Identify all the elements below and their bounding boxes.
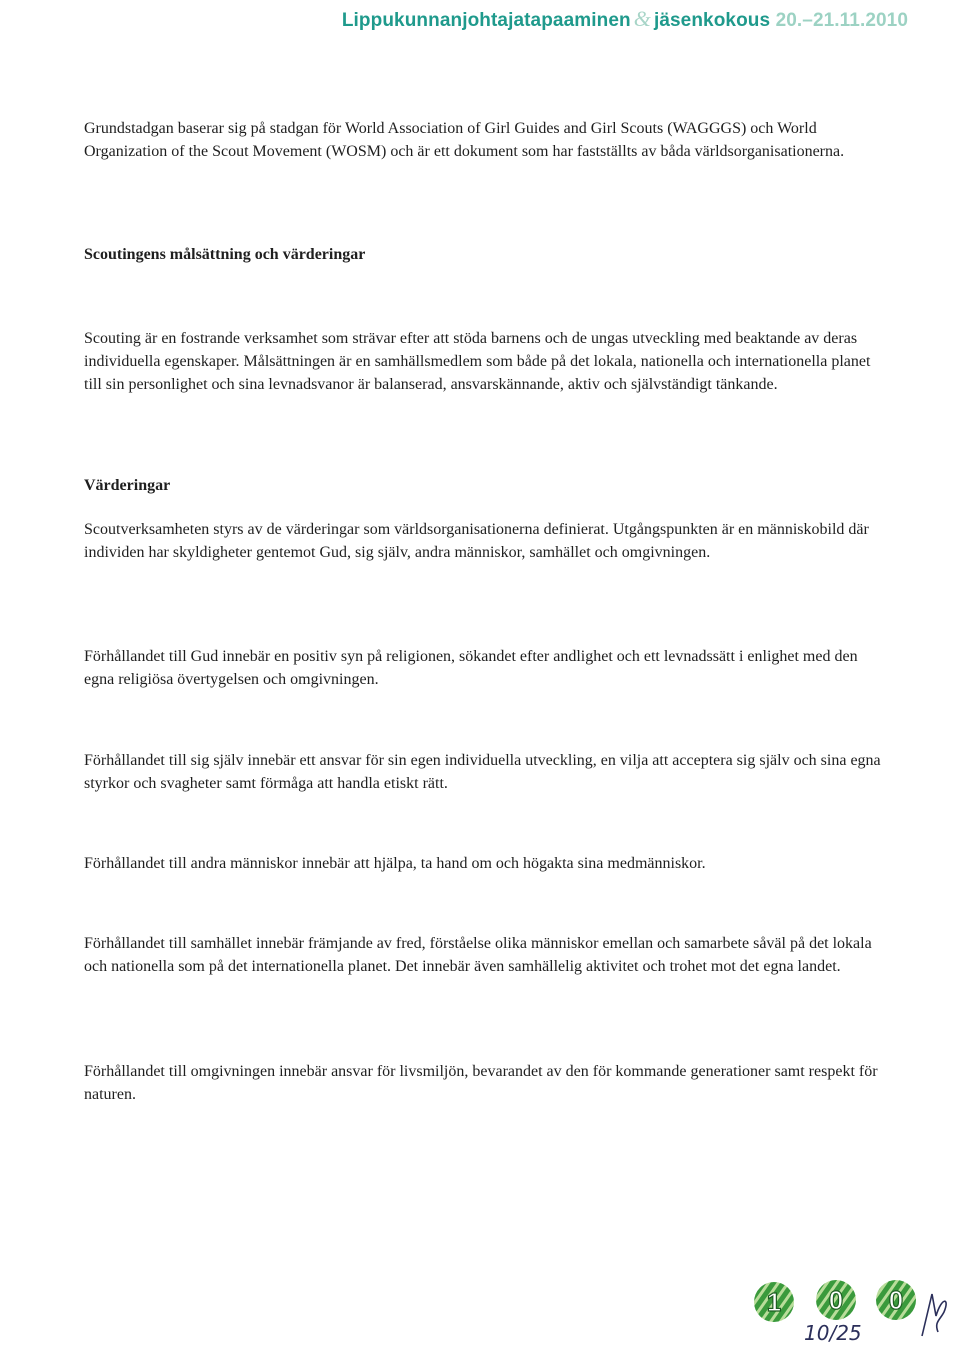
header-ampersand: & <box>633 6 651 31</box>
section-heading-malsattning: Scoutingens målsättning och värderingar <box>84 246 366 263</box>
logo-circle-2 <box>816 1280 856 1320</box>
header-dates: 20.–21.11.2010 <box>775 10 908 31</box>
logo-digit-1: 1 <box>766 1287 782 1317</box>
header-title-rest: jäsenkokous <box>653 10 771 31</box>
footer-logo-and-page-mark <box>752 1276 952 1342</box>
paragraph-gud: Förhållandet till Gud innebär en positiv syn på religionen, sökandet efter andlighet och ett levnadssätt i enlighet med den egna religiösa övertygelsen och omgivningen. <box>84 648 858 688</box>
handwritten-page-number: 10/25 <box>804 1321 862 1342</box>
header-title: Lippukunnanjohtajatapaaminen <box>341 10 631 31</box>
paragraph-omgivningen: Förhållandet till omgivningen innebär ansvar för livsmiljön, bevarandet av den för kommande generationer samt respekt för naturen. <box>84 1063 878 1103</box>
logo-circle-3 <box>876 1280 916 1320</box>
logo-digit-3: 0 <box>888 1285 904 1315</box>
malsattning-paragraph: Scouting är en fostrande verksamhet som strävar efter att stöda barnens och de ungas utveckling med beaktande av deras individuella egenskaper. Målsättningen är en samhällsmedlem som både på det lokala, nationella och internationella planet till sin personlighet och sina levnadsvanor är balanserad, ansvarskännande, aktiv och självständigt tänkande. <box>84 330 871 393</box>
intro-paragraph: Grundstadgan baserar sig på stadgan för World Association of Girl Guides and Girl Scouts (WAGGGS) och World Organization of the Scout Movement (WOSM) och är ett dokument som har fastställts av båda världsorganisationerna. <box>84 120 845 160</box>
paragraph-sig-sjalv: Förhållandet till sig själv innebär ett ansvar för sin egen individuella utveckling, en vilja att acceptera sig själv och sina egna styrkor och svagheter samt förmåga att handla etiskt rätt. <box>84 752 881 792</box>
paragraph-samhallet: Förhållandet till samhället innebär främjande av fred, förståelse olika människor emellan och samarbete såväl på det lokala och nationella som på det internationella planet. Det innebär även samhällelig aktivitet och trohet mot det egna landet. <box>84 935 872 975</box>
document-header <box>342 6 908 32</box>
handwritten-signature <box>922 1294 946 1336</box>
logo-digit-2: 0 <box>828 1285 844 1315</box>
section-heading-varderingar: Värderingar <box>84 477 171 494</box>
scout-100-logo <box>752 1276 952 1342</box>
paragraph-manniskor: Förhållandet till andra människor innebär att hjälpa, ta hand om och högakta sina medmänniskor. <box>84 855 706 872</box>
logo-circle-1 <box>754 1282 794 1322</box>
varderingar-paragraph: Scoutverksamheten styrs av de värderingar som världsorganisationerna definierat. Utgångspunkten är en människobild där individen har skyldigheter gentemot Gud, sig själv, andra människor, samhället och omgivningen. <box>84 521 869 561</box>
